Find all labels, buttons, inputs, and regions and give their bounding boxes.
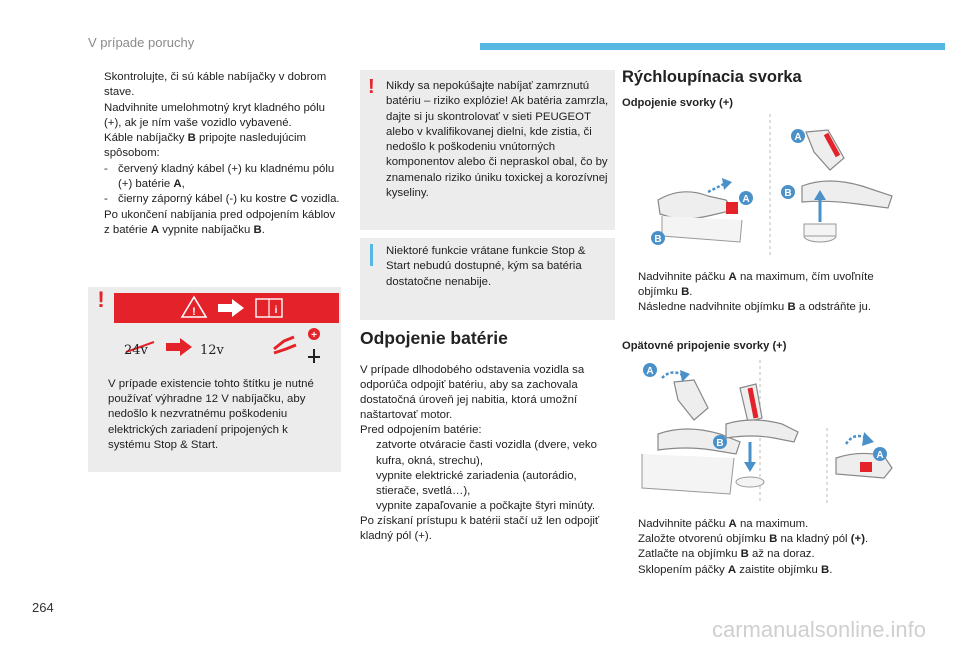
list-item: Nadvihnite páčku A na maximum. <box>638 518 809 530</box>
svg-text:+: + <box>311 330 317 341</box>
section-heading: Odpojenie batérie <box>360 328 508 348</box>
paragraph: Pred odpojením batérie: <box>360 424 482 437</box>
paragraph: V prípade dlhodobého odstavenia vozidla sa odporúča odpojiť batériu, aby sa zachovala dostatočná úroveň jej nabitia, ktorá umožní naštartovať motor. <box>360 364 585 422</box>
warning-label-icons <box>114 293 339 323</box>
paragraph: Po získaní prístupu k batérii stačí už len odpojiť kladný pól (+). <box>360 514 600 543</box>
clamp-disconnect-illustration <box>622 112 952 262</box>
list-item: Skontrolujte, či sú káble nabíjačky v dobrom stave. <box>104 71 327 99</box>
list-subitem: - červený kladný kábel (+) ku kladnému pólu (+) batérie A, <box>104 162 335 191</box>
svg-text:!: ! <box>192 306 196 318</box>
list-item: Založte otvorenú objímku B na kladný pól (+). <box>638 533 869 546</box>
list-item: Sklopením páčky A zaistite objímku B. <box>638 563 833 576</box>
list-item: Zatlačte na objímku B až na doraz. <box>638 548 815 561</box>
warning-exclamation-icon: ! <box>368 76 375 98</box>
list-item: Nadvihnite páčku A na maximum, čím uvoľníte objímku B. <box>638 271 874 299</box>
svg-text:B: B <box>716 438 724 449</box>
voltage-new-label: 12v <box>200 343 224 358</box>
voltage-warning-text: V prípade existencie tohto štítku je nutné používať výhradne 12 V nabíjačku, aby nedošlo k nezvratnému poškodeniu elektrických zariadení pripojených k systému Stop & Start. <box>108 378 314 451</box>
battery-top <box>642 454 734 494</box>
svg-text:B: B <box>654 234 662 245</box>
info-marker <box>370 244 373 266</box>
charger-steps <box>88 70 343 238</box>
disconnect-instructions <box>360 363 622 544</box>
warning-label-strip <box>114 293 339 323</box>
list-item: Po ukončení nabíjania pred odpojením káblov z batérie A vypnite nabíjačku B. <box>104 208 336 236</box>
subheading-disconnect: Odpojenie svorky (+) <box>622 97 733 109</box>
warning-exclamation-icon: ! <box>97 287 105 312</box>
voltage-warning-box <box>88 287 341 472</box>
arrow-right-icon <box>166 338 192 356</box>
clamp-body <box>802 181 892 208</box>
list-item: Následne nadvihnite objímku B a odstráňte ju. <box>638 301 872 314</box>
clamp-body <box>726 420 798 442</box>
info-note-box <box>360 238 615 320</box>
frozen-battery-warning <box>360 70 615 230</box>
subheading-reconnect: Opätovné pripojenie svorky (+) <box>622 340 787 352</box>
page-number: 264 <box>32 600 54 615</box>
watermark: carmanualsonline.info <box>712 617 927 642</box>
svg-text:A: A <box>742 194 750 205</box>
battery-top <box>662 216 742 242</box>
info-note-text: Niektoré funkcie vrátane funkcie Stop & Start nebudú dostupné, kým sa batéria dostatočne nenabije. <box>386 245 586 288</box>
clamp-reconnect-illustration <box>622 358 952 508</box>
svg-text:A: A <box>646 366 654 377</box>
red-lever <box>860 462 872 472</box>
header-accent-bar <box>480 43 945 50</box>
reconnect-steps <box>622 517 884 578</box>
list-item: zatvorte otváracie časti vozidla (dvere, veko kufra, okná, strechu), <box>376 439 597 467</box>
list-item: Káble nabíjačky B pripojte nasledujúcim spôsobom: <box>104 132 306 160</box>
charger-clamp-icon <box>274 337 296 353</box>
disconnect-steps <box>622 270 884 316</box>
svg-text:A: A <box>876 450 884 461</box>
list-subitem: - čierny záporný kábel (-) ku kostre C vozidla. <box>104 193 340 206</box>
section-title: V prípade poruchy <box>88 35 195 50</box>
list-item: Nadvihnite umelohmotný kryt kladného pólu (+), ak je ním vaše vozidlo vybavené. <box>104 101 325 129</box>
svg-text:B: B <box>784 188 792 199</box>
clamp-lever-raised <box>674 380 708 420</box>
clamp-body <box>658 192 734 219</box>
list-item: vypnite zapaľovanie a počkajte štyri minúty. <box>376 499 596 512</box>
frozen-warning-text: Nikdy sa nepokúšajte nabíjať zamrznutú batériu – riziko explózie! Ak batéria zamrzla, dajte si ju skontrolovať v sieti PEUGEOT alebo v kvalifikovanej dielni, kde zistia, či nedošlo k poškodeniu vnútorných komponentov alebo či nepraskol obal, čo by znamenalo riziko úniku toxickej a korozívnej kyseliny. <box>386 80 609 200</box>
battery-post <box>736 477 764 487</box>
clamp-heading: Rýchloupínacia svorka <box>622 68 802 86</box>
svg-text:i: i <box>274 305 278 316</box>
voltage-old-label: 24v <box>124 343 148 358</box>
lift-arrow-icon <box>708 184 724 192</box>
red-lever <box>726 202 738 214</box>
svg-text:A: A <box>794 132 802 143</box>
list-item: vypnite elektrické zariadenia (autorádio, stierače, svetlá…), <box>376 469 577 497</box>
arrow-right-icon <box>218 299 244 317</box>
